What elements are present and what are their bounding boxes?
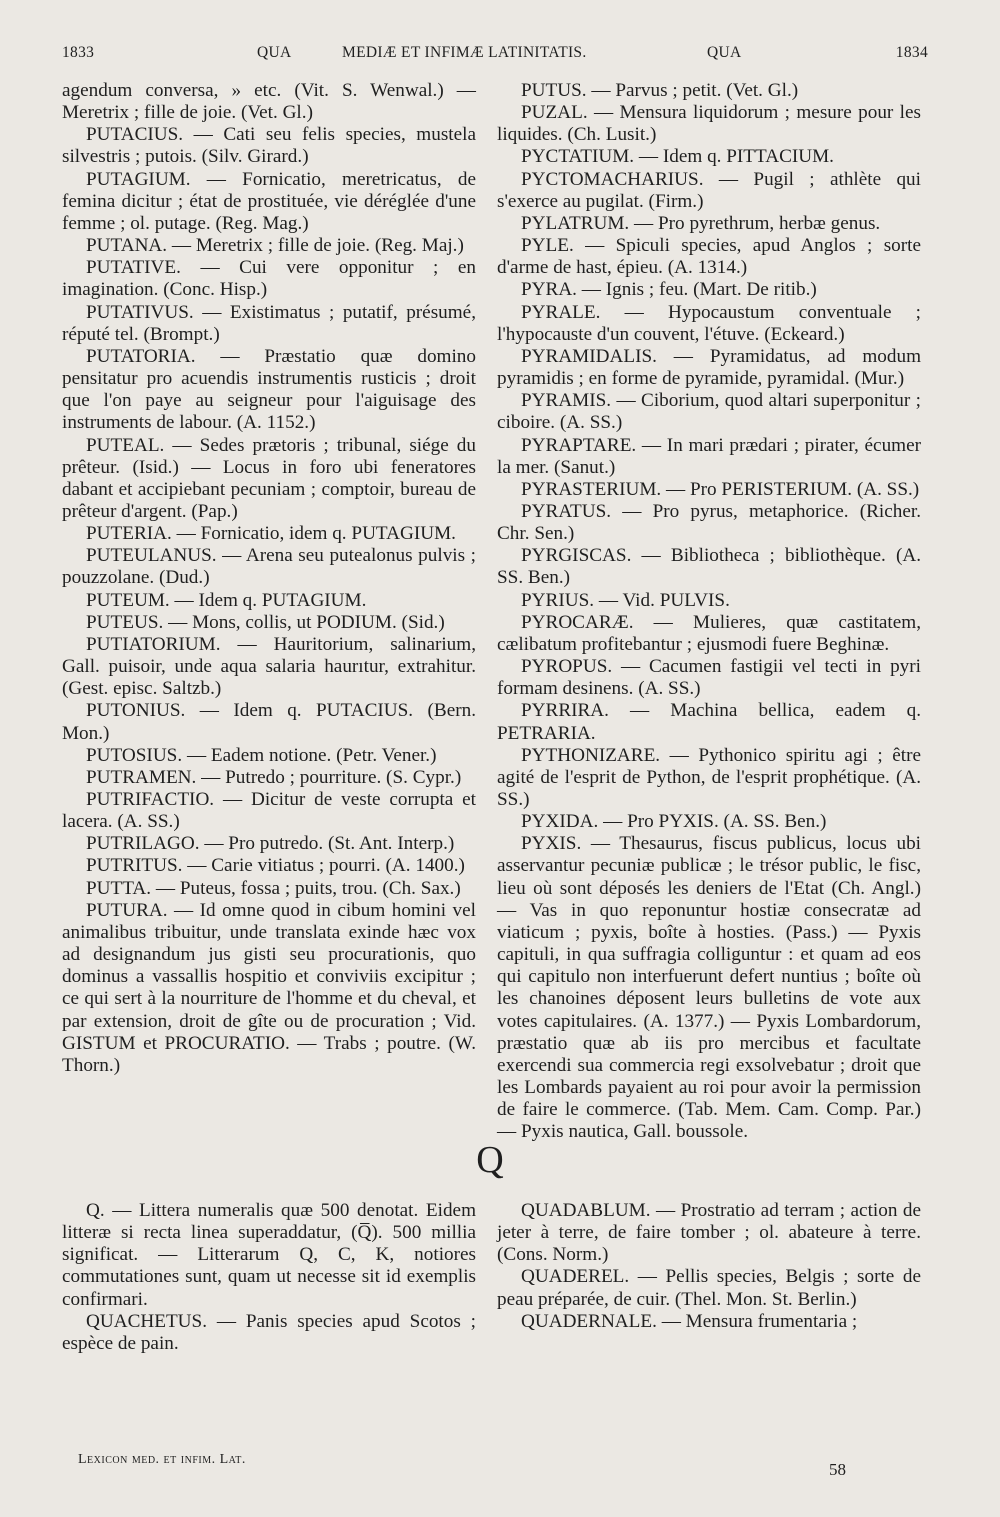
entry: PUTRIFACTIO. — Dicitur de veste corrupta et lacera. (A. SS.) [62, 789, 476, 833]
entry: agendum conversa, » etc. (Vit. S. Wenwal.) — Meretrix ; fille de joie. (Vet. Gl.) [62, 80, 476, 124]
right-guide-word: QUA [707, 44, 742, 61]
left-column-bottom [62, 1200, 476, 1355]
entry: QUADERNALE. — Mensura frumentaria ; [521, 1310, 858, 1332]
entry: PYROPUS. — Cacumen fastigii vel tecti in pyri formam desinens. (A. SS.) [497, 656, 921, 700]
entry: PYRRIRA. — Machina bellica, eadem q. PETRARIA. [497, 700, 921, 744]
left-column-number: 1833 [62, 44, 95, 61]
right-column-bottom [497, 1200, 921, 1333]
entry: PYRAPTARE. — In mari prædari ; pirater, écumer la mer. (Sanut.) [497, 434, 921, 478]
entry: PUTOSIUS. — Eadem notione. (Petr. Vener.) [86, 744, 437, 766]
entry: QUADEREL. — Pellis species, Belgis ; sorte de peau préparée, de cuir. (Thel. Mon. St. Berlin.) [497, 1266, 921, 1310]
entry: PYLATRUM. — Pro pyrethrum, herbæ genus. [521, 212, 881, 234]
entry: QUACHETUS. — Panis species apud Scotos ; espèce de pain. [62, 1310, 476, 1354]
entry: PUTIATORIUM. — Hauritorium, salinarium, Gall. puisoir, unde aqua salaria haurıtur, extrahitur. (Gest. episc. Saltzb.) [62, 633, 476, 700]
entry: PUTUS. — Parvus ; petit. (Vet. Gl.) [521, 80, 799, 101]
entry: PYRATUS. — Pro pyrus, metaphorice. (Richer. Chr. Sen.) [497, 500, 921, 545]
page-number: 58 [829, 1460, 846, 1479]
entry: PYRAMIS. — Ciborium, quod altari superponitur ; ciboire. (A. SS.) [497, 390, 921, 434]
entry: PYROCARÆ. — Mulieres, quæ castitatem, cælibatum profitebantur ; ejusmodi fuere Beghinæ. [497, 611, 921, 655]
entry: PUTTA. — Puteus, fossa ; puits, trou. (Ch. Sax.) [86, 877, 461, 899]
entry: PUZAL. — Mensura liquidorum ; mesure pour les liquides. (Ch. Lusit.) [497, 102, 921, 146]
entry: PYRAMIDALIS. — Pyramidatus, ad modum pyramidis ; en forme de pyramide, pyramidal. (Mur.) [497, 345, 921, 390]
entry: PYLE. — Spiculi species, apud Anglos ; sorte d'arme de hast, épieu. (A. 1314.) [497, 235, 921, 279]
entry: QUADABLUM. — Prostratio ad terram ; action de jeter à terre, de faire tomber ; ol. abateure à terre. (Cons. Norm.) [497, 1200, 921, 1266]
left-guide-word: QUA [257, 44, 292, 61]
header-title: MEDIÆ ET INFIMÆ LATINITATIS. [342, 44, 587, 61]
entry: PUTURA. — Id omne quod in cibum homini vel animalibus tribuitur, unde translata exinde hæc vox ad designandum jus gisti seu procurationis, quo dominus a vassallis hospitio et conviviis excipitur ; ce qui sert à la nourriture de l'homme et du cheval, et par extension, droit de gîte ou de procuration ; Vid. GISTUM et PROCURATIO. — Trabs ; poutre. (W. Thorn.) [62, 899, 476, 1076]
entry: PUTATIVE. — Cui vere opponitur ; en imagination. (Conc. Hisp.) [62, 257, 476, 301]
entry: PUTEAL. — Sedes prætoris ; tribunal, siége du prêteur. (Isid.) — Locus in foro ubi feneratores dabant et accipiebant pecuniam ; comptoir, bureau de prêteur d'argent. (Pap.) [62, 434, 476, 522]
entry: PYTHONIZARE. — Pythonico spiritu agi ; être agité de l'esprit de Python, de l'esprit prophétique. (A. SS.) [497, 744, 921, 810]
entry: PYXIDA. — Pro PYXIS. (A. SS. Ben.) [521, 811, 827, 833]
entry: PUTONIUS. — Idem q. PUTACIUS. (Bern. Mon.) [62, 700, 476, 744]
entry: PYRGISCAS. — Bibliotheca ; bibliothèque. (A. SS. Ben.) [497, 545, 921, 589]
entry: PUTATORIA. — Præstatio quæ domino pensitatur pro acuendis instrumentis rusticis ; droit que l'on paye au seigneur pour l'aiguisage des instruments de labour. (A. 1152.) [62, 345, 476, 434]
entry: PYXIS. — Thesaurus, fiscus publicus, locus ubi asservantur pecuniæ publicæ ; le trésor public, le fisc, lieu où sont déposés les deniers de l'Etat (Ch. Angl.) — Vas in quo reponuntur hostiæ consecratæ ad viaticum ; pyxis, boîte à hosties. (Pass.) — Pyxis capituli, in qua suffragia colliguntur : et quam ad eos qui capitulo non interfuerunt defert nuntius ; boîte où les chanoines déposent leurs bulletins de vote aux votes capitulaires. (A. 1377.) — Pyxis Lombardorum, præstatio quæ ab iis pro mercibus et facultate exercendi sua commercia regi exsolvebatur ; droit que les Lombards payaient au roi pour avoir la permission de faire le commerce. (Tab. Mem. Cam. Comp. Par.) — Pyxis nautica, Gall. boussole. [497, 833, 921, 1143]
entry: PYCTOMACHARIUS. — Pugil ; athlète qui s'exerce au pugilat. (Firm.) [497, 168, 921, 212]
entry: PUTRITUS. — Carie vitiatus ; pourri. (A. 1400.) [86, 855, 465, 877]
entry: Q. — Littera numeralis quæ 500 denotat. Eidem litteræ si recta linea superaddatur, (Q̅). 500 millia significat. — Litterarum Q, C, K, notiores commutationes sunt, quam ut necesse sit id exemplis confirmari. [62, 1200, 476, 1310]
entry: PUTAGIUM. — Fornicatio, meretricatus, de femina dicitur ; état de prostituée, vie déréglée d'une femme ; ol. putage. (Reg. Mag.) [62, 168, 476, 234]
entry: PUTEUS. — Mons, collis, ut PODIUM. (Sid.) [86, 611, 445, 633]
entry: PUTEUM. — Idem q. PUTAGIUM. [86, 589, 367, 611]
entry: PYRA. — Ignis ; feu. (Mart. De ritib.) [521, 279, 817, 301]
entry: PUTEULANUS. — Arena seu putealonus pulvis ; pouzzolane. (Dud.) [62, 545, 476, 589]
entry: PUTRILAGO. — Pro putredo. (St. Ant. Interp.) [86, 833, 455, 855]
entry: PUTATIVUS. — Existimatus ; putatif, présumé, réputé tel. (Brompt.) [62, 301, 476, 345]
right-column-number: 1834 [895, 44, 928, 61]
signature-mark: Lexicon med. et infim. Lat. [78, 1452, 246, 1467]
entry: PUTACIUS. — Cati seu felis species, mustela silvestris ; putois. (Silv. Girard.) [62, 124, 476, 168]
entry: PYRIUS. — Vid. PULVIS. [521, 589, 730, 611]
entry: PYRALE. — Hypocaustum conventuale ; l'hypocauste d'un couvent, l'étuve. (Eckeard.) [497, 301, 921, 345]
entry: PUTERIA. — Fornicatio, idem q. PUTAGIUM. [86, 523, 456, 545]
right-column-top [497, 80, 921, 1144]
left-column-top [62, 80, 476, 1077]
entry: PYCTATIUM. — Idem q. PITTACIUM. [521, 146, 834, 168]
running-header [62, 44, 928, 74]
entry: PUTANA. — Meretrix ; fille de joie. (Reg. Maj.) [86, 235, 464, 257]
entry: PYRASTERIUM. — Pro PERISTERIUM. (A. SS.) [521, 478, 920, 500]
entry: PUTRAMEN. — Putredo ; pourriture. (S. Cypr.) [86, 766, 462, 788]
section-letter: Q [476, 1139, 504, 1181]
